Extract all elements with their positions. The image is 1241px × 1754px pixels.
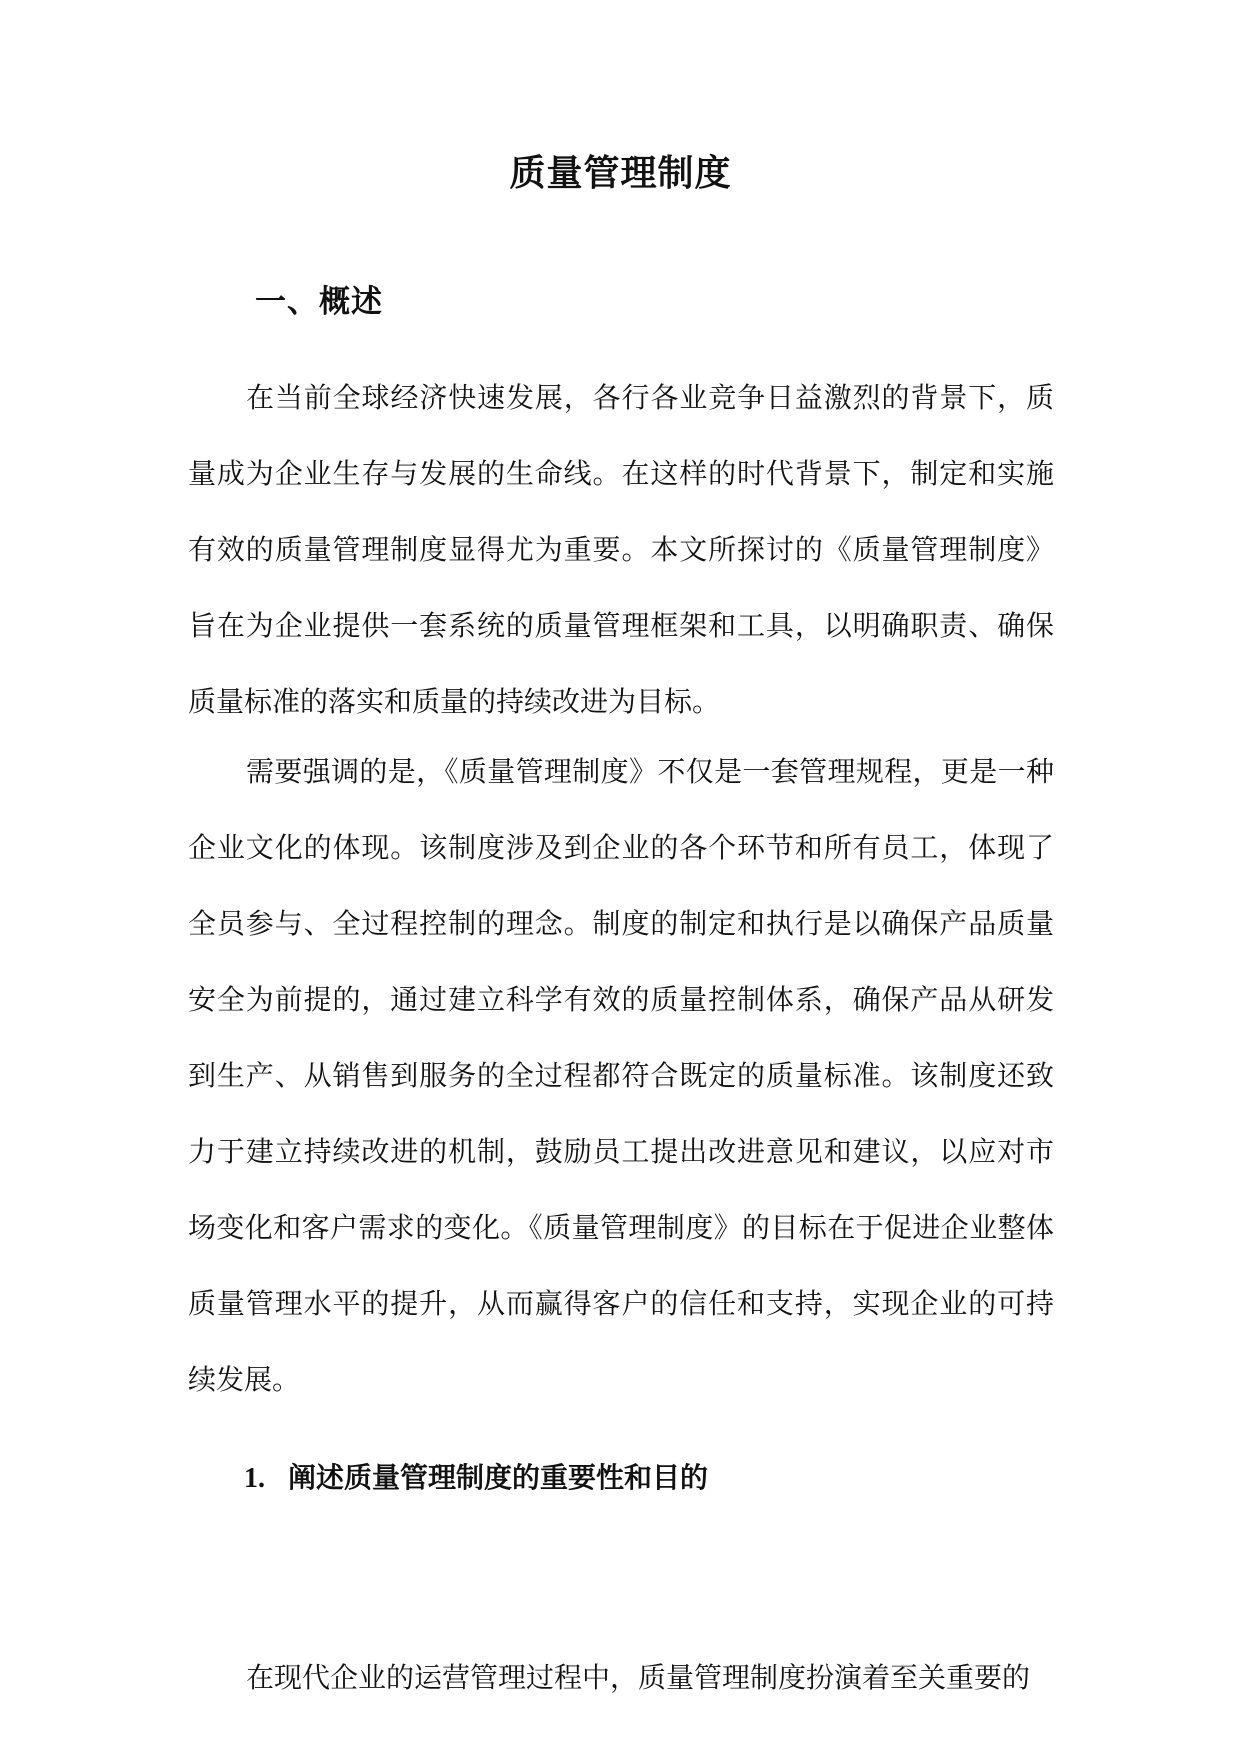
subsection-paragraph: 在现代企业的运营管理过程中，质量管理制度扮演着至关重要的 (246, 1661, 1031, 1694)
subsection-number: 1. (244, 1463, 265, 1494)
subsection-heading (244, 1458, 708, 1499)
overview-paragraph-1: 在当前全球经济快速发展，各行各业竞争日益激烈的背景下，质量成为企业生存与发展的生命线。在这样的时代背景下，制定和实施有效的质量管理制度显得尤为重要。本文所探讨的《质量管理制度》旨在为企业提供一套系统的质量管理框架和工具，以明确职责、确保质量标准的落实和质量的持续改进为目标。 (188, 381, 1054, 718)
section-heading-overview: 一、概述 (255, 284, 383, 320)
subsection-title: 阐述质量管理制度的重要性和目的 (288, 1461, 709, 1494)
document-title: 质量管理制度 (509, 152, 732, 194)
overview-paragraph-2: 需要强调的是，《质量管理制度》不仅是一套管理规程，更是一种企业文化的体现。该制度涉及到企业的各个环节和所有员工，体现了全员参与、全过程控制的理念。制度的制定和执行是以确保产品质量安全为前提的，通过建立科学有效的质量控制体系，确保产品从研发到生产、从销售到服务的全过程都符合既定的质量标准。该制度还致力于建立持续改进的机制，鼓励员工提出改进意见和建议，以应对市场变化和客户需求的变化。《质量管理制度》的目标在于促进企业整体质量管理水平的提升，从而赢得客户的信任和支持，实现企业的可持续发展。 (188, 755, 1054, 1396)
